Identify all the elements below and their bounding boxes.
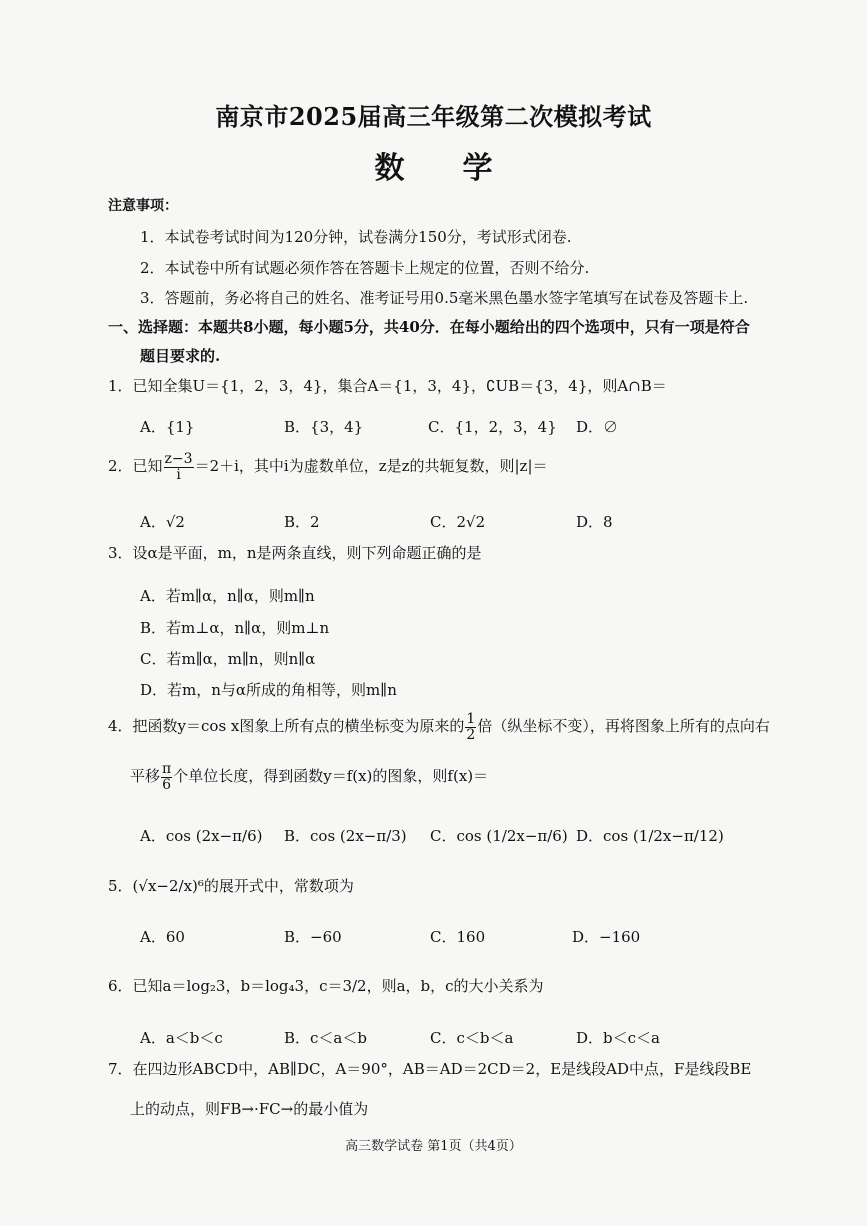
q6-option-a: A．a＜b＜c [140, 1029, 223, 1047]
q1-stem: 1．已知全集U＝{1，2，3，4}，集合A＝{1，3，4}，∁UB＝{3，4}，则A∩B＝ [108, 377, 667, 395]
q4-option-a: A．cos (2x−π/6) [140, 827, 263, 845]
q4-option-b: B．cos (2x−π/3) [284, 827, 407, 845]
q2-option-a: A．√2 [140, 513, 185, 531]
q4-half-num: 1 [466, 711, 476, 727]
subject-title: 数学 [374, 151, 551, 186]
q4-line2-pre: 平移 [130, 767, 161, 786]
q6-option-b: B．c＜a＜b [284, 1029, 367, 1047]
notice-heading: 注意事项： [108, 198, 178, 214]
q4-pi-den: 6 [162, 776, 172, 793]
q2-fraction [164, 452, 194, 482]
q2-stem [108, 452, 548, 482]
q5-stem: 5．(√x−2/x)⁶的展开式中，常数项为 [108, 877, 354, 895]
q5-option-d: D．−160 [572, 928, 641, 946]
q6-option-c: C．c＜b＜a [430, 1029, 514, 1047]
q3-option-d: D．若m，n与α所成的角相等，则m∥n [140, 681, 397, 699]
q2-stem-post: ＝2＋i，其中i为虚数单位，z是z的共轭复数，则|z|＝ [194, 457, 548, 476]
q1-option-d: D．∅ [576, 418, 619, 436]
notice-item-1: 1．本试卷考试时间为120分钟，试卷满分150分，考试形式闭卷. [140, 228, 572, 246]
q6-stem: 6．已知a＝log₂3，b＝log₄3，c＝3/2，则a，b，c的大小关系为 [108, 977, 544, 995]
q3-option-c: C．若m∥α，m∥n，则n∥α [140, 650, 316, 668]
q5-option-b: B．−60 [284, 928, 342, 946]
q2-frac-den: i [176, 466, 181, 483]
q2-option-d: D．8 [576, 513, 613, 531]
q6-option-d: D．b＜c＜a [576, 1029, 660, 1047]
section1-line2: 题目要求的. [140, 347, 221, 365]
notice-item-3: 3．答题前，务必将自己的姓名、准考证号用0.5毫米黑色墨水签字笔填写在试卷及答题卡上. [140, 289, 749, 307]
q7-line2: 上的动点，则FB→·FC→的最小值为 [130, 1100, 369, 1118]
q3-option-b: B．若m⊥α，n∥α，则m⊥n [140, 619, 330, 637]
q3-option-a: A．若m∥α，n∥α，则m∥n [140, 587, 315, 605]
q4-option-c: C．cos (1/2x−π/6) [430, 827, 568, 845]
q2-option-c: C．2√2 [430, 513, 486, 531]
q4-option-d: D．cos (1/2x−π/12) [576, 827, 724, 845]
q1-option-b: B．{3，4} [284, 418, 364, 436]
q1-option-a: A．{1} [140, 418, 195, 436]
q4-half-fraction [465, 712, 476, 742]
q2-stem-pre: 2．已知 [108, 457, 163, 476]
q4-line1 [108, 712, 770, 742]
q4-pi-fraction [161, 762, 172, 792]
q4-pi-num: π [162, 761, 172, 777]
q5-option-c: C．160 [430, 928, 486, 946]
q2-option-b: B．2 [284, 513, 320, 531]
q4-line2 [130, 762, 488, 792]
q4-line1-pre: 4．把函数y＝cos x图象上所有点的横坐标变为原来的 [108, 717, 465, 736]
q2-frac-num: z−3 [164, 451, 193, 467]
q4-half-den: 2 [466, 726, 476, 743]
q4-line1-post: 倍（纵坐标不变），再将图象上所有的点向右 [477, 717, 770, 736]
q3-stem: 3．设α是平面，m，n是两条直线，则下列命题正确的是 [108, 544, 482, 562]
q7-line1: 7．在四边形ABCD中，AB∥DC，A＝90°，AB＝AD＝2CD＝2，E是线段AD中点，F是线段BE [108, 1060, 752, 1078]
q1-option-c: C．{1，2，3，4} [428, 418, 557, 436]
q4-line2-post: 个单位长度，得到函数y＝f(x)的图象，则f(x)＝ [173, 767, 489, 786]
exam-title: 南京市2025届高三年级第二次模拟考试 [215, 102, 652, 131]
q5-option-a: A．60 [140, 928, 185, 946]
page-footer: 高三数学试卷 第1页（共4页） [345, 1139, 522, 1154]
section1-line1: 一、选择题：本题共8小题，每小题5分，共40分．在每小题给出的四个选项中，只有一项是符合 [108, 318, 750, 336]
notice-item-2: 2．本试卷中所有试题必须作答在答题卡上规定的位置，否则不给分. [140, 259, 590, 277]
